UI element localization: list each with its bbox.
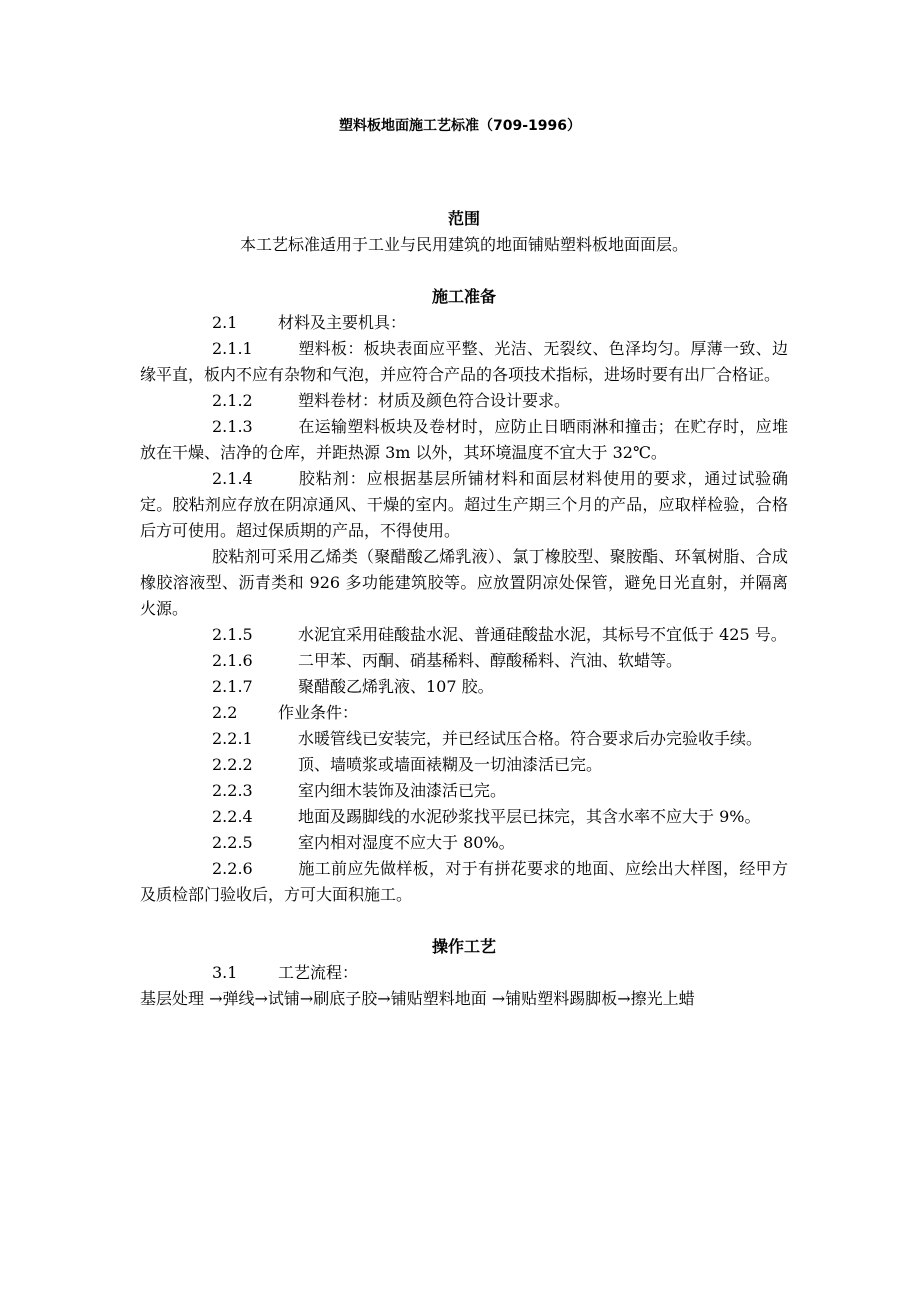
clause-2-2-1 bbox=[140, 726, 788, 752]
clause-text: 在运输塑料板块及卷材时，应防止日晒雨淋和撞击；在贮存时，应堆放在干燥、洁净的仓库，并距热源 3m 以外，其环境温度不宜大于 32℃。 bbox=[140, 417, 788, 462]
clause-number: 2.1.2 bbox=[212, 391, 253, 410]
clause-2-2-2 bbox=[140, 752, 788, 778]
clause-2-2-6 bbox=[140, 856, 788, 908]
clause-number: 2.2 bbox=[212, 703, 238, 722]
heading-process: 操作工艺 bbox=[431, 937, 496, 956]
clause-number: 2.1 bbox=[212, 313, 238, 332]
clause-number: 2.2.3 bbox=[212, 781, 253, 800]
clause-text: 室内相对湿度不应大于 80%。 bbox=[298, 833, 515, 852]
clause-text: 材料及主要机具： bbox=[278, 313, 407, 332]
clause-text: 二甲苯、丙酮、硝基稀料、醇酸稀料、汽油、软蜡等。 bbox=[298, 651, 683, 670]
clause-3-1 bbox=[140, 960, 788, 986]
process-flow: 基层处理 →弹线→试铺→刷底子胶→铺贴塑料地面 →铺贴塑料踢脚板→擦光上蜡 bbox=[140, 989, 695, 1008]
clause-2-2-4 bbox=[140, 804, 788, 830]
clause-2-2-5 bbox=[140, 830, 788, 856]
clause-2-1-4-adhesives: 胶粘剂可采用乙烯类（聚醋酸乙烯乳液）、氯丁橡胶型、聚胺酯、环氧树脂、合成橡胶溶液型、沥青类和 926 多功能建筑胶等。应放置阴凉处保管，避免日光直射，并隔离火源。 bbox=[140, 547, 788, 618]
clause-number: 2.2.1 bbox=[212, 729, 253, 748]
clause-2-1-7 bbox=[140, 674, 788, 700]
clause-text: 塑料卷材：材质及颜色符合设计要求。 bbox=[298, 391, 571, 410]
document-title: 塑料板地面施工艺标准（709-1996） bbox=[339, 118, 581, 134]
clause-2-1 bbox=[140, 310, 788, 336]
clause-number: 2.2.6 bbox=[212, 859, 253, 878]
clause-number: 2.2.4 bbox=[212, 807, 253, 826]
clause-text: 施工前应先做样板，对于有拼花要求的地面、应绘出大样图，经甲方及质检部门验收后，方可大面积施工。 bbox=[140, 859, 788, 904]
clause-text: 聚醋酸乙烯乳液、107 胶。 bbox=[298, 677, 494, 696]
clause-2-1-2 bbox=[140, 388, 788, 414]
clause-text: 水暖管线已安装完，并已经试压合格。符合要求后办完验收手续。 bbox=[298, 729, 763, 748]
clause-text: 工艺流程： bbox=[278, 963, 359, 982]
clause-2-1-6 bbox=[140, 648, 788, 674]
clause-number: 2.1.4 bbox=[212, 469, 253, 488]
clause-2-2-3 bbox=[140, 778, 788, 804]
clause-number: 3.1 bbox=[212, 963, 238, 982]
clause-number: 2.1.1 bbox=[212, 339, 253, 358]
scope-text: 本工艺标准适用于工业与民用建筑的地面铺贴塑料板地面面层。 bbox=[239, 235, 688, 254]
clause-text: 作业条件： bbox=[278, 703, 359, 722]
clause-2-1-1 bbox=[140, 336, 788, 388]
clause-2-2 bbox=[140, 700, 788, 726]
clause-text: 胶粘剂：应根据基层所铺材料和面层材料使用的要求，通过试验确定。胶粘剂应存放在阴凉通风、干燥的室内。超过生产期三个月的产品，应取样检验，合格后方可使用。超过保质期的产品，不得使用。 bbox=[140, 469, 788, 540]
clause-number: 2.2.2 bbox=[212, 755, 253, 774]
heading-scope: 范围 bbox=[447, 209, 480, 228]
clause-2-1-3 bbox=[140, 414, 788, 466]
clause-text: 塑料板：板块表面应平整、光洁、无裂纹、色泽均匀。厚薄一致、边缘平直，板内不应有杂物和气泡，并应符合产品的各项技术指标，进场时要有出厂合格证。 bbox=[140, 339, 788, 384]
clause-number: 2.1.6 bbox=[212, 651, 253, 670]
heading-preparation: 施工准备 bbox=[431, 287, 496, 306]
clause-number: 2.2.5 bbox=[212, 833, 253, 852]
clause-text: 顶、墙喷浆或墙面裱糊及一切油漆活已完。 bbox=[298, 755, 603, 774]
clause-number: 2.1.7 bbox=[212, 677, 253, 696]
clause-2-1-4 bbox=[140, 466, 788, 544]
clause-number: 2.1.5 bbox=[212, 625, 253, 644]
clause-text: 地面及踢脚线的水泥砂浆找平层已抹完，其含水率不应大于 9%。 bbox=[298, 807, 761, 826]
clause-2-1-5 bbox=[140, 622, 788, 648]
clause-text: 室内细木装饰及油漆活已完。 bbox=[298, 781, 507, 800]
clause-text: 水泥宜采用硅酸盐水泥、普通硅酸盐水泥，其标号不宜低于 425 号。 bbox=[298, 625, 787, 644]
clause-number: 2.1.3 bbox=[212, 417, 253, 436]
document-body bbox=[140, 206, 788, 1012]
